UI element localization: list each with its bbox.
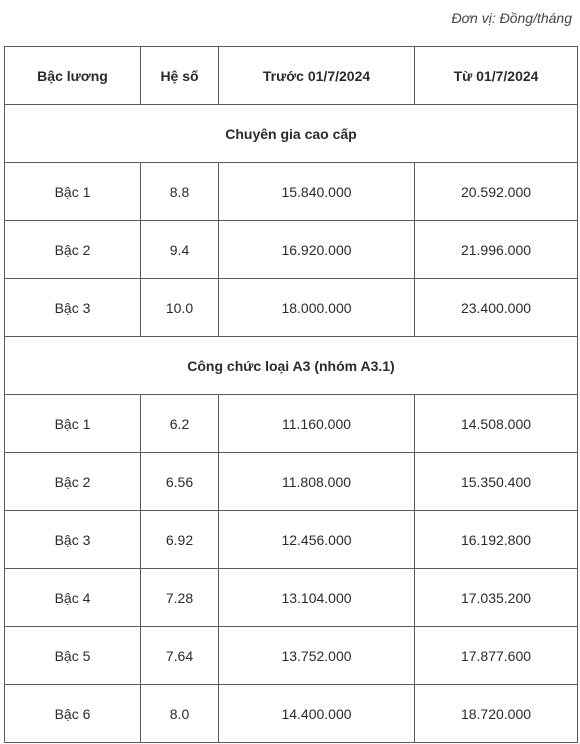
header-row [5, 47, 578, 105]
unit-note: Đơn vị: Đồng/tháng [451, 10, 572, 26]
cell-from-amount: 15.350.400 [415, 453, 578, 511]
cell-coefficient: 10.0 [141, 279, 219, 337]
table-row [5, 511, 578, 569]
cell-before-amount: 16.920.000 [219, 221, 415, 279]
table-header [5, 47, 578, 105]
cell-salary-level: Bậc 1 [5, 395, 141, 453]
table-row [5, 221, 578, 279]
cell-salary-level: Bậc 2 [5, 453, 141, 511]
cell-coefficient: 9.4 [141, 221, 219, 279]
table-row [5, 395, 578, 453]
cell-before-amount: 12.456.000 [219, 511, 415, 569]
group-row [5, 337, 578, 395]
cell-from-amount: 23.400.000 [415, 279, 578, 337]
group-title: Công chức loại A3 (nhóm A3.1) [5, 337, 578, 395]
cell-from-amount: 21.996.000 [415, 221, 578, 279]
table-row [5, 163, 578, 221]
cell-from-amount: 17.877.600 [415, 627, 578, 685]
header-salary-level: Bậc lương [5, 47, 141, 105]
cell-salary-level: Bậc 3 [5, 279, 141, 337]
cell-from-amount: 20.592.000 [415, 163, 578, 221]
table-row [5, 627, 578, 685]
cell-salary-level: Bậc 5 [5, 627, 141, 685]
header-before-date: Trước 01/7/2024 [219, 47, 415, 105]
cell-coefficient: 7.28 [141, 569, 219, 627]
group-title: Chuyên gia cao cấp [5, 105, 578, 163]
cell-from-amount: 18.720.000 [415, 685, 578, 743]
cell-before-amount: 18.000.000 [219, 279, 415, 337]
cell-coefficient: 6.56 [141, 453, 219, 511]
cell-salary-level: Bậc 1 [5, 163, 141, 221]
table-row [5, 279, 578, 337]
cell-before-amount: 13.752.000 [219, 627, 415, 685]
cell-before-amount: 15.840.000 [219, 163, 415, 221]
table-body [5, 105, 578, 743]
cell-coefficient: 8.8 [141, 163, 219, 221]
table-row [5, 569, 578, 627]
cell-salary-level: Bậc 3 [5, 511, 141, 569]
cell-salary-level: Bậc 2 [5, 221, 141, 279]
cell-before-amount: 11.160.000 [219, 395, 415, 453]
table-row [5, 453, 578, 511]
header-from-date: Từ 01/7/2024 [415, 47, 578, 105]
group-row [5, 105, 578, 163]
cell-coefficient: 7.64 [141, 627, 219, 685]
cell-before-amount: 13.104.000 [219, 569, 415, 627]
salary-table [4, 46, 578, 743]
cell-salary-level: Bậc 6 [5, 685, 141, 743]
table-row [5, 685, 578, 743]
cell-from-amount: 17.035.200 [415, 569, 578, 627]
header-coefficient: Hệ số [141, 47, 219, 105]
cell-coefficient: 6.2 [141, 395, 219, 453]
cell-from-amount: 16.192.800 [415, 511, 578, 569]
cell-coefficient: 6.92 [141, 511, 219, 569]
cell-before-amount: 14.400.000 [219, 685, 415, 743]
cell-from-amount: 14.508.000 [415, 395, 578, 453]
cell-coefficient: 8.0 [141, 685, 219, 743]
cell-before-amount: 11.808.000 [219, 453, 415, 511]
cell-salary-level: Bậc 4 [5, 569, 141, 627]
